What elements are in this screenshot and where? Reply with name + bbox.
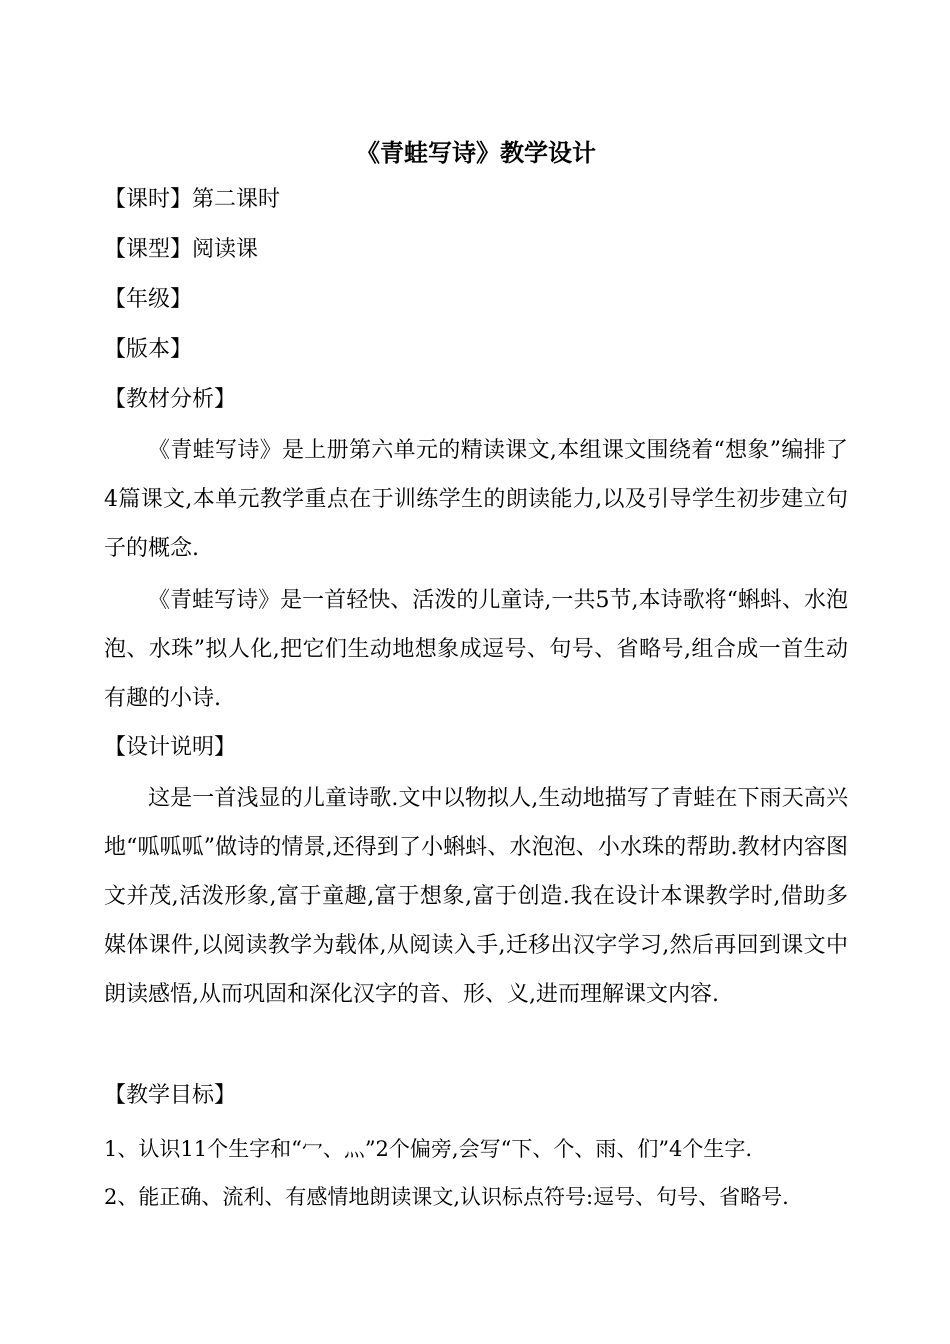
document-title: 《青蛙写诗》教学设计 <box>356 138 596 167</box>
design-paragraph: 这是一首浅显的儿童诗歌.文中以物拟人,生动地描写了青蛙在下雨天高兴地“呱呱呱”做诗的情景,还得到了小蝌蚪、水泡泡、小水珠的帮助.教材内容图文并茂,活泼形象,富于童趣,富于想象,富于创造.我在设计本课教学时,借助多媒体课件,以阅读教学为载体,从阅读入手,迁移出汉字学习,然后再回到课文中朗读感悟,从而巩固和深化汉字的音、形、义,进而理解课文内容. <box>104 786 848 1007</box>
field-class-period: 【课时】第二课时 <box>104 187 281 212</box>
goal-item: 2、能正确、流利、有感情地朗读课文,认识标点符号:逗号、句号、省略号. <box>104 1185 789 1209</box>
analysis-paragraph: 《青蛙写诗》是上册第六单元的精读课文,本组课文围绕着“想象”编排了4篇课文,本单元教学重点在于训练学生的朗读能力,以及引导学生初步建立句子的概念. <box>104 438 848 561</box>
design-heading: 【设计说明】 <box>104 735 237 760</box>
analysis-paragraph: 《青蛙写诗》是一首轻快、活泼的儿童诗,一共5节,本诗歌将“蝌蚪、水泡泡、水珠”拟人化,把它们生动地想象成逗号、句号、省略号,组合成一首生动有趣的小诗. <box>104 588 848 711</box>
field-grade: 【年级】 <box>104 287 193 312</box>
field-class-type: 【课型】阅读课 <box>104 237 259 262</box>
field-edition: 【版本】 <box>104 337 193 362</box>
goals-heading: 【教学目标】 <box>104 1083 237 1108</box>
goal-item: 1、认识11个生字和“冖、灬”2个偏旁,会写“下、个、雨、们”4个生字. <box>104 1137 753 1161</box>
analysis-heading: 【教材分析】 <box>104 387 237 412</box>
